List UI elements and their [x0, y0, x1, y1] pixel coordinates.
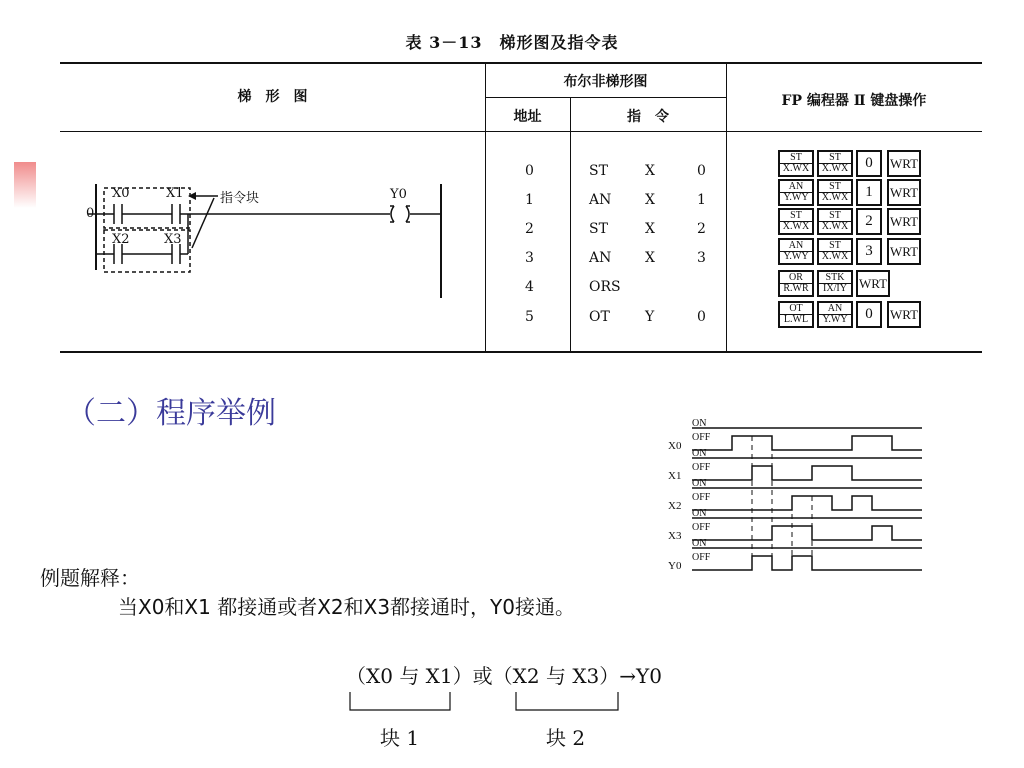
key-top-label: AN [827, 303, 843, 314]
table-bottom-rule [60, 351, 982, 353]
instruction-addr-0: 0 [525, 163, 534, 179]
table-divider-address [570, 97, 571, 352]
timing-signal-x3: X3 [668, 530, 682, 542]
formula-block1: 块 1 [380, 726, 420, 750]
ladder-block-label: 指令块 [220, 191, 260, 206]
header-address: 地址 [513, 109, 542, 125]
key-an [817, 301, 853, 328]
explanation-label: 例题解释： [40, 566, 140, 590]
key-0: 0 [856, 150, 882, 177]
instruction-num-3: 3 [697, 250, 706, 266]
key-ot [778, 301, 814, 328]
timing-off-label: OFF [692, 552, 711, 563]
bracket-block1 [350, 692, 450, 710]
key-wrt: WRT [887, 208, 921, 235]
instruction-op-2: ST [589, 221, 608, 237]
key-st [778, 150, 814, 177]
instruction-addr-4: 4 [525, 279, 534, 295]
coil-y0 [391, 206, 394, 222]
instruction-reg-0: X [645, 163, 655, 179]
header-boolean: 布尔非梯形图 [563, 74, 648, 90]
key-bottom-label: X.WX [819, 192, 851, 203]
key-bottom-label: IX/IY [819, 283, 851, 294]
key-st [817, 238, 853, 265]
timing-on-label: ON [692, 538, 707, 549]
ladder-label-x3: X3 [164, 232, 182, 247]
key-bottom-label: X.WX [780, 163, 812, 174]
key-top-label: STK [825, 272, 845, 283]
signal-x0 [692, 436, 922, 450]
key-bottom-label: X.WX [819, 221, 851, 232]
timing-on-label: ON [692, 508, 707, 519]
key-bottom-label: Y.WY [819, 314, 851, 325]
instruction-addr-2: 2 [525, 221, 534, 237]
instruction-op-0: ST [589, 163, 608, 179]
key-wrt: WRT [856, 270, 890, 297]
timing-signal-x0: X0 [668, 440, 682, 452]
ladder-diagram [80, 160, 480, 310]
ladder-label-x2: X2 [112, 232, 130, 247]
ladder-output-label: Y0 [390, 187, 407, 202]
instruction-addr-1: 1 [525, 192, 534, 208]
key-top-label: ST [790, 210, 802, 221]
key-wrt: WRT [887, 301, 921, 328]
key-1: 1 [856, 179, 882, 206]
key-bottom-label: L.WL [780, 314, 812, 325]
instruction-num-2: 2 [697, 221, 706, 237]
instruction-addr-5: 5 [525, 309, 534, 325]
signal-x1 [692, 466, 922, 480]
bracket-block2 [516, 692, 618, 710]
instruction-reg-1: X [645, 192, 655, 208]
key-top-label: ST [829, 240, 841, 251]
key-st [778, 208, 814, 235]
key-top-label: OR [789, 272, 803, 283]
key-0: 0 [856, 301, 882, 328]
key-an [778, 238, 814, 265]
table-caption: 表 3－13 梯形图及指令表 [405, 33, 619, 52]
key-top-label: AN [788, 181, 804, 192]
key-or [778, 270, 814, 297]
key-stk [817, 270, 853, 297]
key-top-label: ST [790, 152, 802, 163]
instruction-op-1: AN [589, 192, 612, 208]
slide-accent-bar [14, 162, 36, 208]
signal-y0 [692, 556, 922, 570]
key-wrt: WRT [887, 179, 921, 206]
ladder-label-x1: X1 [166, 186, 184, 201]
timing-off-label: OFF [692, 432, 711, 443]
key-2: 2 [856, 208, 882, 235]
key-bottom-label: X.WX [780, 221, 812, 232]
key-an [778, 179, 814, 206]
explanation-text: 当X0和X1 都接通或者X2和X3都接通时，Y0接通。 [118, 595, 576, 619]
ladder-label-x0: X0 [112, 186, 130, 201]
timing-signal-x1: X1 [668, 470, 682, 482]
instruction-op-5: OT [589, 309, 610, 325]
key-top-label: ST [829, 152, 841, 163]
timing-signal-x2: X2 [668, 500, 682, 512]
key-st [817, 179, 853, 206]
timing-on-label: ON [692, 448, 707, 459]
timing-off-label: OFF [692, 522, 711, 533]
header-instruction: 指 令 [627, 109, 669, 125]
logic-formula: （X0 与 X1）或（X2 与 X3）→Y0 [346, 664, 662, 688]
instruction-reg-2: X [645, 221, 655, 237]
header-ladder: 梯 形 图 [237, 89, 308, 105]
instruction-reg-3: X [645, 250, 655, 266]
instruction-reg-5: Y [645, 309, 655, 325]
key-bottom-label: X.WX [819, 251, 851, 262]
table-header-rule [60, 131, 982, 132]
timing-off-label: OFF [692, 462, 711, 473]
key-wrt: WRT [887, 150, 921, 177]
key-top-label: ST [829, 181, 841, 192]
key-top-label: AN [788, 240, 804, 251]
key-3: 3 [856, 238, 882, 265]
key-st [817, 208, 853, 235]
instruction-addr-3: 3 [525, 250, 534, 266]
ladder-start-number: 0 [86, 206, 95, 221]
timing-signal-y0: Y0 [668, 560, 682, 572]
block-pointer [192, 198, 214, 248]
instruction-op-3: AN [589, 250, 612, 266]
timing-on-label: ON [692, 418, 707, 429]
key-st [817, 150, 853, 177]
key-bottom-label: R.WR [780, 283, 812, 294]
signal-x2 [692, 496, 922, 510]
timing-off-label: OFF [692, 492, 711, 503]
key-bottom-label: Y.WY [780, 251, 812, 262]
formula-block2: 块 2 [546, 726, 586, 750]
instruction-num-1: 1 [697, 192, 706, 208]
instruction-num-0: 0 [697, 163, 706, 179]
table-subheader-rule [485, 97, 726, 98]
formula-brackets [346, 690, 626, 714]
key-bottom-label: Y.WY [780, 192, 812, 203]
header-keyboard: FP 编程器 Ⅱ 键盘操作 [781, 93, 927, 109]
section-heading: （二）程序举例 [66, 396, 276, 431]
key-wrt: WRT [887, 238, 921, 265]
instruction-num-5: 0 [697, 309, 706, 325]
key-top-label: OT [789, 303, 803, 314]
key-bottom-label: X.WX [819, 163, 851, 174]
key-top-label: ST [829, 210, 841, 221]
instruction-op-4: ORS [589, 279, 621, 295]
timing-on-label: ON [692, 478, 707, 489]
table-top-rule [60, 62, 982, 64]
signal-x3 [692, 526, 922, 540]
